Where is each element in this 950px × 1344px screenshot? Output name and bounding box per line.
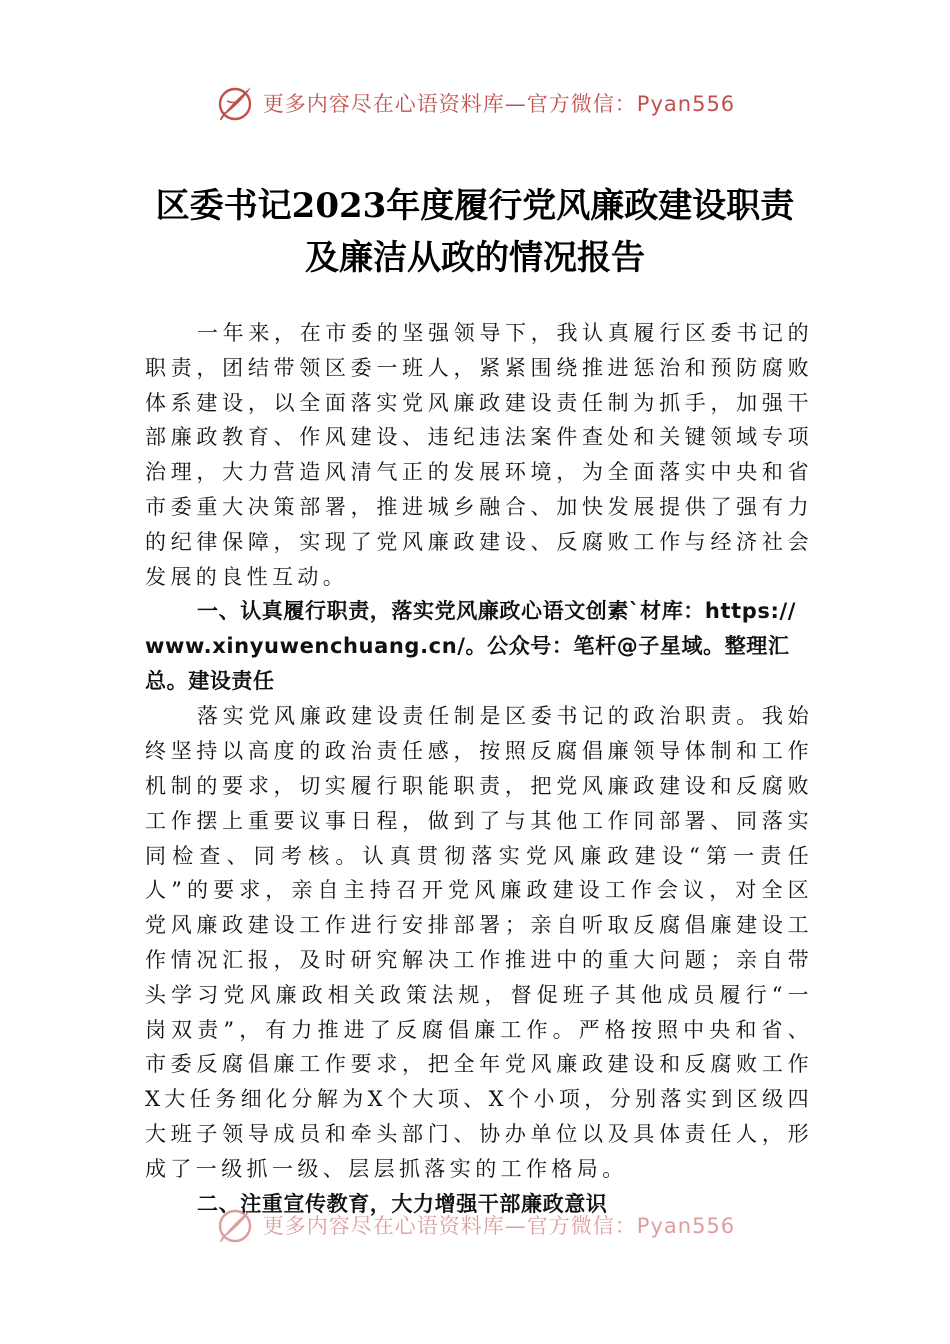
- title-line-1: 区委书记2023年度履行党风廉政建设职责: [155, 186, 795, 226]
- section-heading-1: 一、认真履行职责，落实党风廉政心语文创素`材库：https://www.xinyuwenchuang.cn/。公众号：笔杆@子星域。整理汇总。建设责任: [145, 599, 796, 694]
- watermark-header: [0, 80, 950, 126]
- watermark-text: 更多内容尽在心语资料库—官方微信：Pyan556: [262, 92, 736, 116]
- quill-logo-icon: [215, 83, 255, 123]
- body-paragraph-1: 一年来，在市委的坚强领导下，我认真履行区委书记的职责，团结带领区委一班人，紧紧围绕推进惩治和预防腐败体系建设，以全面落实党风廉政建设责任制为抓手，加强干部廉政教育、作风建设、违纪违法案件查处和关键领域专项治理，大力营造风清气正的发展环境，为全面落实中央和省市委重大决策部署，推进城乡融合、加快发展提供了强有力的纪律保障，实现了党风廉政建设、反腐败工作与经济社会发展的良性互动。: [145, 321, 813, 589]
- document-body: [145, 316, 813, 1222]
- watermark-footer-text: 更多内容尽在心语资料库—官方微信：Pyan556: [262, 1214, 736, 1238]
- body-paragraph-2: 落实党风廉政建设责任制是区委书记的政治职责。我始终坚持以高度的政治责任感，按照反腐倡廉领导体制和工作机制的要求，切实履行职能职责，把党风廉政建设和反腐败工作摆上重要议事日程，做到了与其他工作同部署、同落实同检查、同考核。认真贯彻落实党风廉政建设“第一责任人”的要求，亲自主持召开党风廉政建设工作会议，对全区党风廉政建设工作进行安排部署；亲自听取反腐倡廉建设工作情况汇报，及时研究解决工作推进中的重大问题；亲自带头学习党风廉政相关政策法规，督促班子其他成员履行“一岗双责”，有力推进了反腐倡廉工作。严格按照中央和省、市委反腐倡廉工作要求，把全年党风廉政建设和反腐败工作X大任务细化分解为X个大项、X个小项，分别落实到区级四大班子领导成员和牵头部门、协办单位以及具体责任人，形成了一级抓一级、层层抓落实的工作格局。: [145, 704, 813, 1181]
- document-title: [100, 180, 850, 284]
- title-line-2: 及廉洁从政的情况报告: [305, 238, 645, 278]
- section-heading-2: 二、注重宣传教育，大力增强干部廉政意识: [197, 1191, 608, 1216]
- watermark-footer: [0, 1205, 950, 1245]
- quill-logo-icon: [215, 1205, 255, 1245]
